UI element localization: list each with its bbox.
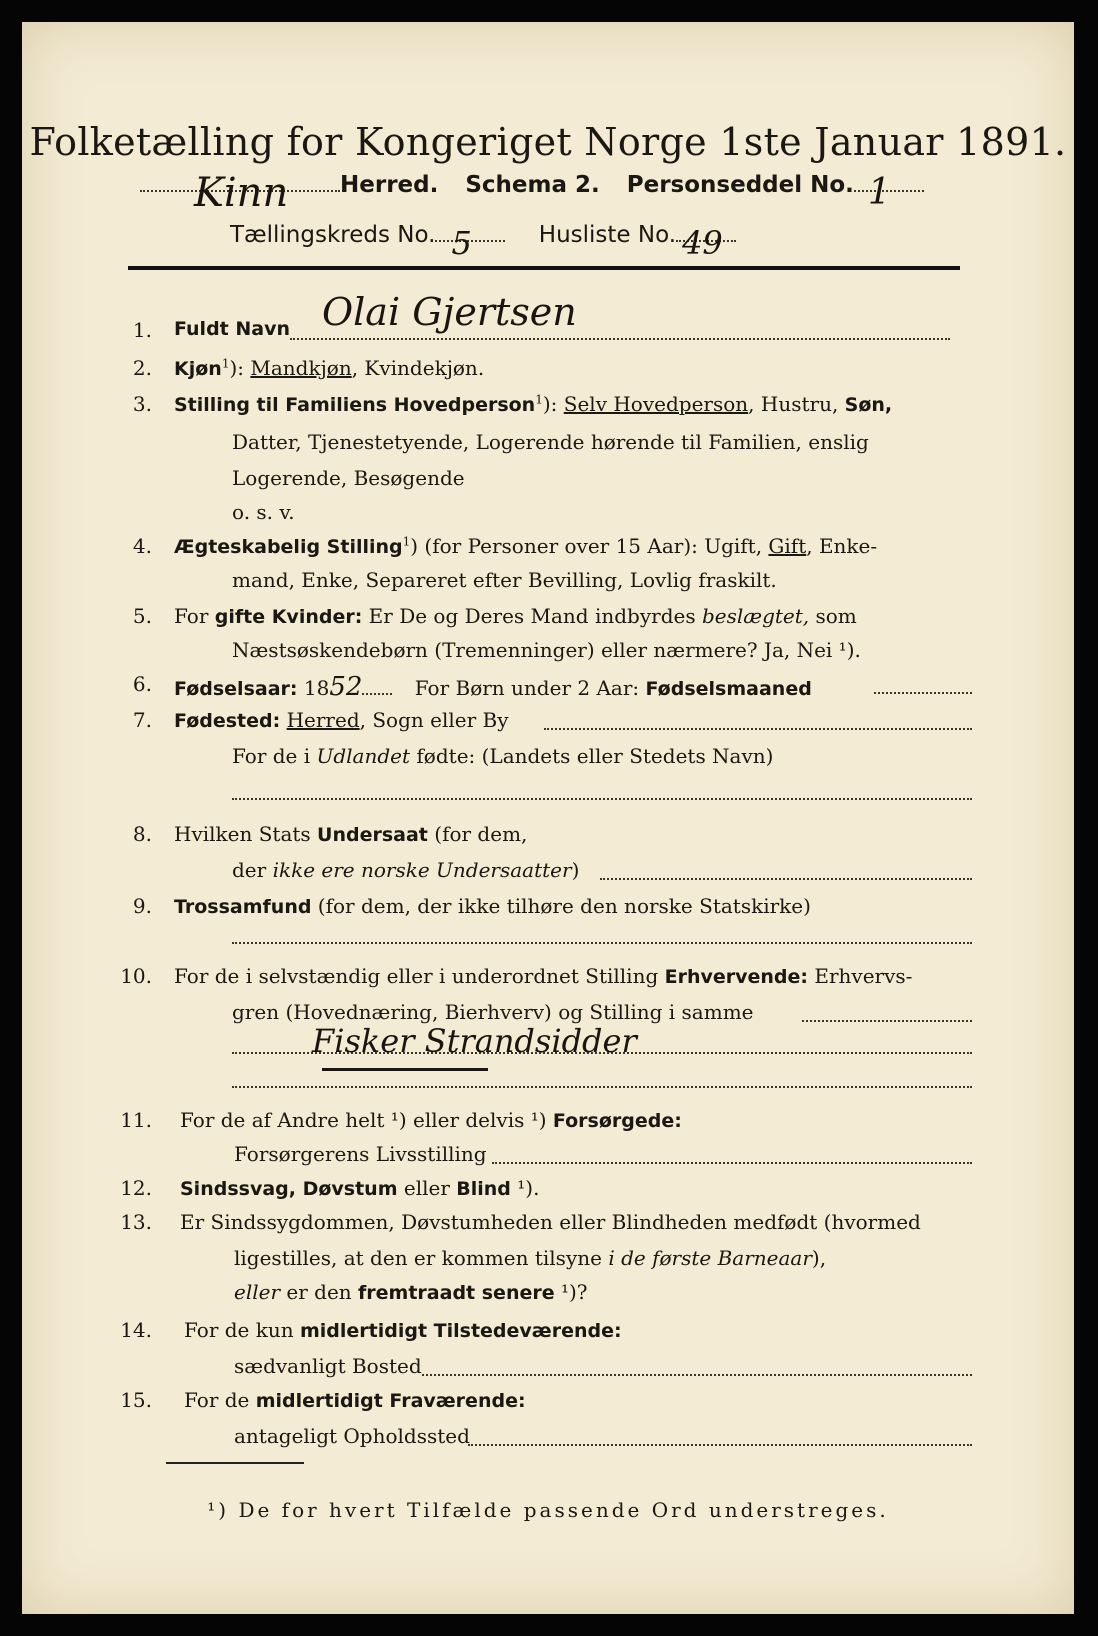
item-7-blank-line <box>232 798 972 800</box>
item-8-line2-b: ) <box>571 858 580 882</box>
item-15-line2: antageligt Opholdssted <box>234 1424 470 1448</box>
item-15-text-a: For de <box>184 1388 256 1412</box>
item-13-line1: Er Sindssygdommen, Døvstumheden eller Blindheden medfødt (hvormed <box>180 1210 921 1234</box>
item-9-line1 <box>174 894 811 918</box>
item-3-line2: Datter, Tjenestetyende, Logerende hørende til Familien, enslig <box>232 430 869 454</box>
personseddel-value: 1 <box>867 172 891 213</box>
item-11-line <box>492 1162 972 1164</box>
item-7-line <box>544 728 972 730</box>
item-3-line3: Logerende, Besøgende <box>232 466 465 490</box>
item-2-text-b: , Kvindekjøn. <box>351 356 485 380</box>
item-13-line2-a: ligestilles, at den er kommen tilsyne <box>234 1246 609 1270</box>
item-4-line2: mand, Enke, Separeret efter Bevilling, Lovlig fraskilt. <box>232 568 777 592</box>
item-10-text-a: For de i selvstændig eller i underordnet Stilling <box>174 964 665 988</box>
item-13-line3-italic: eller <box>234 1280 281 1304</box>
item-7-line2-italic: Udlandet <box>316 744 411 768</box>
item-13-number: 13. <box>120 1210 152 1234</box>
item-14-line1 <box>184 1318 622 1342</box>
item-12-number: 12. <box>120 1176 152 1200</box>
item-2-number: 2. <box>132 356 152 380</box>
item-6-label2: Fødselsmaaned <box>645 678 812 700</box>
item-7-number: 7. <box>132 708 152 732</box>
item-5-line1 <box>174 604 857 628</box>
item-2-label: Kjøn <box>174 358 222 380</box>
personseddel-field <box>854 172 924 213</box>
herred-label: Herred. <box>340 172 439 198</box>
item-8-line2 <box>232 858 579 882</box>
item-5-line2: Næstsøskendebørn (Tremenninger) eller nærmere? Ja, Nei ¹). <box>232 638 861 662</box>
item-7-option-herred: Herred <box>286 708 360 732</box>
item-8-line2-a: der <box>232 858 273 882</box>
item-14-number: 14. <box>120 1318 152 1342</box>
kreds-field <box>435 224 505 262</box>
item-14-line2: sædvanligt Bosted <box>234 1354 422 1378</box>
item-8-line1 <box>174 822 527 846</box>
item-13-line3-a: er den <box>280 1280 359 1304</box>
item-2-option-mandkjon: Mandkjøn <box>250 356 352 380</box>
kreds-row <box>230 222 736 262</box>
item-4-label: Ægteskabelig Stilling <box>174 536 403 558</box>
item-11-number: 11. <box>120 1108 152 1132</box>
personseddel-label: Personseddel No. <box>626 172 854 198</box>
item-9-blank-line <box>232 942 972 944</box>
item-9-label: Trossamfund <box>174 896 312 918</box>
item-10-text-b: Erhvervs- <box>808 964 913 988</box>
item-3-number: 3. <box>132 392 152 416</box>
item-2-sup: 1 <box>221 356 230 371</box>
item-13-line2-b: ), <box>811 1246 827 1270</box>
item-9-text-a: (for dem, der ikke tilhøre den norske Statskirke) <box>311 894 811 918</box>
item-7-line2 <box>232 744 773 768</box>
item-10-line-a <box>802 1020 972 1022</box>
item-3-text-b: , Hustru, <box>748 392 845 416</box>
item-5-label: gifte Kvinder: <box>214 606 363 628</box>
item-7-line1 <box>174 708 509 732</box>
husliste-value: 49 <box>682 224 723 262</box>
item-6-text-a: For Børn under 2 Aar: <box>414 676 646 700</box>
item-7-text-a: , Sogn eller By <box>359 708 509 732</box>
item-8-line <box>600 878 972 880</box>
item-15-number: 15. <box>120 1388 152 1412</box>
husliste-field <box>676 224 736 262</box>
item-6-label: Fødselsaar: <box>174 678 298 700</box>
item-5-italic: beslægtet, <box>701 604 810 628</box>
item-1-number: 1. <box>132 318 152 342</box>
item-13-line3-label: fremtraadt senere <box>358 1282 555 1304</box>
item-3-son: Søn, <box>844 394 893 416</box>
schema-label: Schema 2. <box>465 172 600 198</box>
item-5-text-a: For <box>174 604 215 628</box>
item-13-line2-italic: i de første Barneaar <box>608 1246 812 1270</box>
item-7-line2-b: fødte: (Landets eller Stedets Navn) <box>410 744 774 768</box>
item-12-line1 <box>180 1176 539 1200</box>
footnote-rule <box>166 1462 304 1464</box>
item-14-line <box>422 1374 972 1376</box>
item-14-text-a: For de kun <box>184 1318 300 1342</box>
item-4-text-a: ) (for Personer over 15 Aar): Ugift, <box>410 534 769 558</box>
item-4-line1: Ægteskabelig Stilling$^1$) (for Personer over 15 Aar): Ugift, Gift, Enke- <box>174 534 878 558</box>
item-10-number: 10. <box>120 964 152 988</box>
item-6-dots <box>362 693 392 695</box>
kreds-value: 5 <box>451 224 472 262</box>
item-3-label: Stilling til Familiens Hovedperson <box>174 394 536 416</box>
item-11-line1 <box>180 1108 682 1132</box>
herred-row <box>140 170 924 216</box>
item-5-text-c: som <box>809 604 857 628</box>
item-13-line3-b: ¹)? <box>554 1280 588 1304</box>
item-15-line <box>468 1444 972 1446</box>
item-6-number: 6. <box>132 672 152 696</box>
item-7-line2-a: For de i <box>232 744 317 768</box>
item-4-text-b: , Enke- <box>806 534 878 558</box>
item-3-text-a: ): <box>542 392 564 416</box>
item-6-line1 <box>174 672 812 702</box>
item-10-handwritten-stroke <box>322 1068 488 1071</box>
item-8-label: Undersaat <box>317 824 428 846</box>
item-2-text-a: ): <box>229 356 251 380</box>
item-3-option-selv: Selv Hovedperson <box>563 392 749 416</box>
item-12-text-b: ¹). <box>510 1176 540 1200</box>
item-3-line1: Stilling til Familiens Hovedperson$^1$): Selv Hovedperson, Hustru, Søn, <box>174 392 893 416</box>
item-10-line1 <box>174 964 912 988</box>
item-6-value: 52 <box>329 672 363 702</box>
item-4-option-gift: Gift <box>768 534 807 558</box>
item-13-line3 <box>234 1280 588 1304</box>
herred-field <box>140 170 340 216</box>
item-8-text-a: Hvilken Stats <box>174 822 318 846</box>
item-10-label: Erhvervende: <box>664 966 809 988</box>
footnote: ¹) De for hvert Tilfælde passende Ord understreges. <box>207 1498 889 1522</box>
item-6-line <box>874 692 972 694</box>
item-15-line1 <box>184 1388 526 1412</box>
item-1-line <box>290 338 950 340</box>
item-11-text-a: For de af Andre helt ¹) eller delvis ¹) <box>180 1108 553 1132</box>
item-4-number: 4. <box>132 534 152 558</box>
item-8-text-b: (for dem, <box>427 822 528 846</box>
kreds-label: Tællingskreds No. <box>230 222 436 248</box>
item-12-text-a: eller <box>397 1176 457 1200</box>
item-11-line2: Forsørgerens Livsstilling <box>234 1142 487 1166</box>
item-2-text <box>174 356 484 380</box>
item-8-line2-italic: ikke ere norske Undersaatter <box>272 858 572 882</box>
item-7-label: Fødested: <box>174 710 281 732</box>
item-12-label2: Blind <box>456 1178 511 1200</box>
item-8-number: 8. <box>132 822 152 846</box>
item-10-line2: gren (Hovednæring, Bierhverv) og Stilling i samme <box>232 1000 754 1024</box>
item-6-prefix: 18 <box>303 676 330 700</box>
census-form-page <box>22 22 1074 1614</box>
item-9-number: 9. <box>132 894 152 918</box>
item-5-text-b: Er De og Deres Mand indbyrdes <box>362 604 702 628</box>
item-14-label: midlertidigt Tilstedeværende: <box>299 1320 622 1342</box>
item-12-label: Sindssvag, Døvstum <box>180 1178 398 1200</box>
header-divider <box>128 266 960 270</box>
item-11-label: Forsørgede: <box>552 1110 682 1132</box>
item-1-value: Olai Gjertsen <box>322 290 577 334</box>
item-10-value: Fisker Strandsidder <box>312 1022 637 1060</box>
item-13-line2 <box>234 1246 826 1270</box>
item-10-line-c <box>232 1086 972 1088</box>
herred-value: Kinn <box>194 170 289 216</box>
item-15-label: midlertidigt Fraværende: <box>255 1390 526 1412</box>
item-5-number: 5. <box>132 604 152 628</box>
item-1-label: Fuldt Navn <box>174 318 291 340</box>
item-3-line4: o. s. v. <box>232 500 295 524</box>
husliste-label: Husliste No. <box>538 222 677 248</box>
form-title: Folketælling for Kongeriget Norge 1ste Januar 1891. <box>29 120 1067 164</box>
